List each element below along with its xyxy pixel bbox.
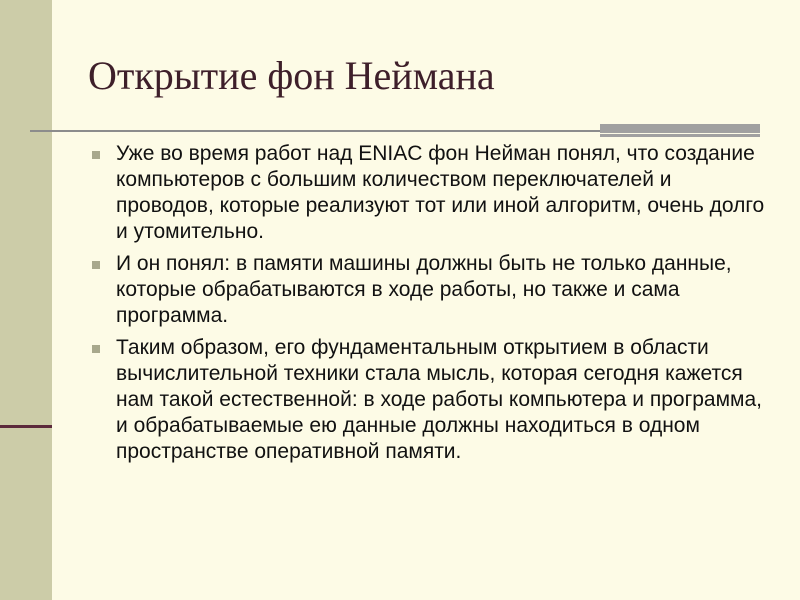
bullet-text: И он понял: в памяти машины должны быть не только данные, которые обрабатываются в ходе работы, но также и сама программа. [116,252,732,327]
square-bullet-icon [92,345,100,353]
bullet-list [92,141,772,471]
bullet-text: Уже во время работ над ENIAC фон Нейман понял, что создание компьютеров с большим количеством переключателей и проводов, которые реализуют тот или иной алгоритм, очень долго и утомительно. [116,142,765,243]
bullet-text: Таким образом, его фундаментальным открытием в области вычислительной техники стала мысль, которая сегодня кажется нам такой естественной: в ходе работы компьютера и программа, и обрабатываемые ею данные должны находиться в одном пространстве оперативной памяти. [116,336,762,463]
square-bullet-icon [92,261,100,269]
bullet-item [92,251,772,329]
title-divider-accent [600,124,760,137]
bullet-item [92,141,772,245]
square-bullet-icon [92,151,100,159]
bullet-item [92,335,772,465]
slide-title: Открытие фон Неймана [88,53,495,98]
left-decorative-band [0,0,52,600]
left-band-accent-line [0,425,52,428]
title-divider [30,130,600,132]
